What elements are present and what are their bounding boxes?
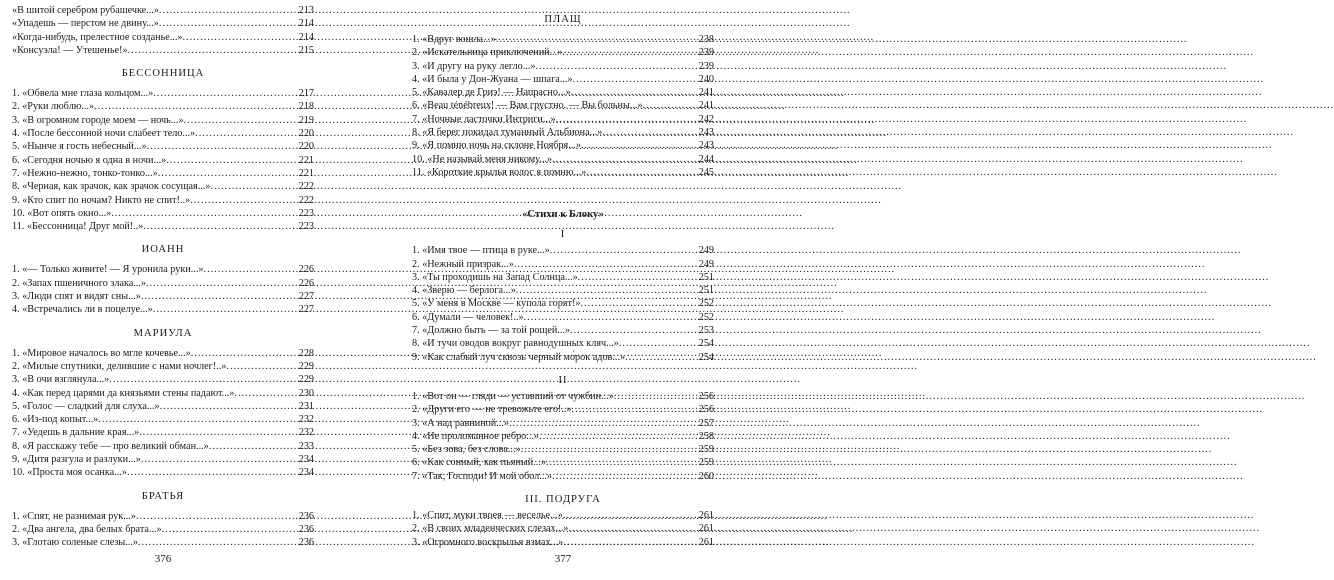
entry-title: 10. «Проста моя осанка...» [12, 467, 127, 479]
entry-title: 4. «Зверю — берлога...» [412, 285, 516, 297]
entry-page: 232 [298, 427, 314, 439]
entry-page: 245 [698, 166, 714, 178]
toc-entry [12, 303, 314, 316]
toc-list-blok-ii [412, 390, 714, 483]
leader-dots [509, 417, 698, 430]
entry-page: 240 [698, 73, 714, 85]
entry-page: 227 [298, 291, 314, 303]
leader-dots [162, 523, 298, 536]
leader-dots [539, 430, 698, 443]
entry-title: 8. «Черная, как зрачок, как зрачок сосущая...» [12, 181, 211, 193]
toc-entry [412, 403, 714, 416]
entry-page: 227 [298, 304, 314, 316]
toc-entry [412, 46, 714, 59]
toc-entry [12, 154, 314, 167]
toc-entry [412, 337, 714, 350]
section-title-mariula: МАРИУЛА [133, 327, 193, 339]
entry-title: 2. «Други его — не тревожьте его!..» [412, 404, 572, 416]
entry-page: 214 [298, 31, 314, 43]
entry-page: 253 [698, 325, 714, 337]
toc-entry [412, 417, 714, 430]
entry-page: 241 [698, 87, 714, 99]
leader-dots [521, 443, 698, 456]
leader-dots [190, 194, 298, 207]
entry-title: 1. «Вдруг вошла...» [412, 34, 496, 45]
entry-title: 9. «Дитя разгула и разлуки...» [12, 454, 141, 466]
entry-title: 3. «Люди спят и видят сны...» [12, 291, 141, 303]
toc-entry [412, 284, 714, 297]
section-title-plashch: ПЛАЩ [544, 14, 582, 25]
toc-entry [12, 536, 314, 549]
entry-page: 249 [698, 245, 714, 257]
entry-title: 3. «Ты проходишь на Запад Солнца...» [412, 271, 578, 283]
leader-dots [159, 4, 298, 17]
toc-entry [12, 4, 314, 17]
section-title-ioann: ИОАНН [141, 244, 185, 256]
toc-entry [12, 127, 314, 140]
toc-list-mariula [12, 347, 314, 480]
leader-dots [556, 113, 698, 126]
entry-title: 1. «Спит, муки твоея — веселье...» [412, 510, 563, 522]
toc-entry [412, 456, 714, 469]
toc-entry [12, 426, 314, 439]
entry-page: 238 [698, 34, 714, 45]
toc-entry [12, 44, 314, 57]
entry-title: 7. «Должно быть — за той рощей...» [412, 325, 571, 337]
toc-entry [412, 271, 714, 284]
entry-title: 7. «Уедешь в дальние края...» [12, 427, 140, 439]
toc-entry [412, 390, 714, 403]
entry-page: 228 [298, 347, 314, 359]
leader-dots [182, 31, 297, 44]
section-title-bessonnitsa: БЕССОННИЦА [121, 68, 205, 80]
part-title-i: I [560, 229, 566, 241]
entry-page: 220 [298, 128, 314, 140]
entry-title: 11. «Короткие крылья волос я помню...» [412, 166, 587, 178]
toc-list-untitled [12, 4, 314, 57]
entry-page: 219 [298, 114, 314, 126]
toc-entry [412, 324, 714, 337]
toc-entry [12, 440, 314, 453]
toc-list-bratya [12, 510, 314, 550]
toc-entry [12, 453, 314, 466]
leader-dots [128, 44, 298, 57]
leader-dots [143, 220, 297, 233]
entry-page: 236 [298, 523, 314, 535]
leader-dots [571, 86, 698, 99]
entry-page: 221 [298, 167, 314, 179]
entry-title: 2. «Два ангела, два белых брата...» [12, 523, 162, 535]
leader-dots [546, 456, 698, 469]
entry-page: 243 [698, 127, 714, 139]
leader-dots [195, 127, 298, 140]
leader-dots [516, 284, 698, 297]
entry-title: 1. «Имя твое — птица в руке...» [412, 245, 550, 257]
page-number-left: 376 [154, 553, 172, 565]
leader-dots [153, 87, 297, 100]
toc-entry [412, 297, 714, 310]
toc-entry [12, 207, 314, 220]
toc-entry [12, 31, 314, 44]
leader-dots [209, 440, 298, 453]
entry-page: 226 [298, 277, 314, 289]
entry-title: 8. «Я расскажу тебе — про великий обман...» [12, 440, 209, 452]
entry-title: 5. «Без зова, без слова...» [412, 444, 521, 456]
entry-page: 223 [298, 221, 314, 233]
toc-entry [412, 244, 714, 257]
leader-dots [127, 466, 298, 479]
page-number-right: 377 [554, 553, 572, 565]
left-page [12, 0, 314, 550]
entry-title: 10. «Не называй меня никому...» [412, 153, 552, 165]
leader-dots [136, 510, 298, 523]
entry-title: 6. «Beau ténébreux! — Вам грустно. — Вы больны...» [412, 100, 643, 112]
entry-title: 6. «Как сонный, как пьяный...» [412, 457, 546, 469]
entry-page: 223 [298, 207, 314, 219]
toc-entry [12, 87, 314, 100]
entry-title: 3. «И другу на руку легло...» [412, 60, 536, 72]
leader-dots [562, 46, 697, 59]
entry-title: 1. «Мировое началось во мгле кочевье...» [12, 347, 191, 359]
entry-page: 243 [698, 140, 714, 152]
leader-dots [563, 509, 698, 522]
entry-title: 7. «Нежно-нежно, тонко-тонко...» [12, 167, 158, 179]
entry-title: 1. «Спят, не разнимая рук...» [12, 510, 136, 522]
entry-title: 3. «В очи взглянула...» [12, 374, 110, 386]
entry-page: 251 [698, 285, 714, 297]
toc-entry [412, 430, 714, 443]
entry-page: 229 [298, 360, 314, 372]
toc-entry [412, 258, 714, 271]
entry-title: 5. «Нынче я гость небесный...» [12, 141, 147, 153]
entry-title: 4. «После бессонной ночи слабеет тело...» [12, 128, 196, 140]
entry-page: 252 [698, 311, 714, 323]
toc-entry [412, 470, 714, 483]
toc-list-plashch [412, 33, 714, 179]
leader-dots [111, 207, 297, 220]
entry-title: «Когда-нибудь, прелестное созданье...» [12, 31, 183, 43]
leader-dots [141, 453, 298, 466]
entry-page: 251 [698, 271, 714, 283]
leader-dots [572, 403, 698, 416]
part-title-iii: III. ПОДРУГА [525, 494, 601, 506]
toc-entry [412, 113, 714, 126]
leader-dots [535, 60, 697, 73]
entry-title: 3. «Огромного воскрылья взмах...» [412, 536, 564, 548]
toc-entry [412, 86, 714, 99]
toc-entry [412, 522, 714, 535]
toc-list-ioann [12, 263, 314, 316]
toc-entry [12, 360, 314, 373]
entry-title: 5. «Кавалер де Гриэ! — Напрасно...» [412, 87, 571, 99]
toc-entry [12, 167, 314, 180]
leader-dots [146, 277, 298, 290]
leader-dots [614, 390, 698, 403]
entry-page: 234 [298, 454, 314, 466]
toc-entry [412, 153, 714, 166]
entry-page: 252 [698, 298, 714, 310]
entry-page: 218 [298, 101, 314, 113]
toc-entry [412, 351, 714, 364]
entry-title: 9. «Как слабый луч сквозь черный мо́рок адов...» [412, 351, 626, 363]
entry-page: 230 [298, 387, 314, 399]
leader-dots [141, 290, 298, 303]
toc-entry [412, 33, 714, 46]
leader-dots [158, 167, 298, 180]
leader-dots [570, 324, 698, 337]
entry-page: 226 [298, 264, 314, 276]
entry-page: 257 [698, 417, 714, 429]
toc-entry [12, 373, 314, 386]
leader-dots [550, 244, 698, 257]
entry-page: 260 [698, 470, 714, 482]
toc-entry [412, 443, 714, 456]
part-title-ii: II [558, 374, 568, 386]
leader-dots [602, 126, 697, 139]
entry-title: 6. «Из-под копыт...» [12, 414, 99, 426]
entry-title: 9. «Кто спит по ночам? Никто не спит!..» [12, 194, 191, 206]
entry-title: 8. «И тучи оводов вокруг равнодушных кляч...» [412, 338, 619, 350]
leader-dots [552, 153, 698, 166]
entry-page: 261 [698, 536, 714, 548]
leader-dots [109, 373, 297, 386]
entry-title: «Упадешь — перстом не двину...» [12, 18, 159, 30]
leader-dots [226, 360, 297, 373]
toc-entry [12, 180, 314, 193]
entry-title: 3. «Глотаю соленые слезы...» [12, 537, 139, 549]
entry-page: 222 [298, 181, 314, 193]
toc-entry [12, 100, 314, 113]
toc-entry [12, 413, 314, 426]
leader-dots [191, 347, 298, 360]
toc-entry [412, 73, 714, 86]
section-title-stikhi-k-bloku: «Стихи к Блоку» [522, 209, 604, 221]
leader-dots [514, 258, 698, 271]
leader-dots [625, 351, 698, 364]
toc-entry [412, 139, 714, 152]
entry-title: 8. «Я берег покидал туманный Альбиона...» [412, 127, 603, 139]
entry-page: 242 [698, 113, 714, 125]
entry-page: 222 [298, 194, 314, 206]
entry-page: 213 [298, 5, 314, 16]
entry-page: 215 [298, 44, 314, 56]
entry-page: 232 [298, 414, 314, 426]
entry-page: 239 [698, 60, 714, 72]
entry-title: 1. «— Только живите! — Я уронила руки...» [12, 264, 204, 276]
entry-title: 3. «А над равниной...» [412, 417, 509, 429]
entry-title: 5. «У меня в Москве — купола горят!» [412, 298, 581, 310]
entry-title: 3. «В огромном городе моем — ночь...» [12, 114, 184, 126]
entry-page: 217 [298, 88, 314, 100]
toc-entry [412, 311, 714, 324]
leader-dots [578, 271, 698, 284]
entry-title: 10. «Вот опять окно...» [12, 207, 112, 219]
toc-entry [12, 290, 314, 303]
entry-page: 236 [298, 537, 314, 549]
entry-page: 214 [298, 18, 314, 30]
entry-title: 2. «В своих младенческих слезах...» [412, 523, 569, 535]
leader-dots [552, 470, 698, 483]
leader-dots [619, 337, 698, 350]
entry-page: 256 [698, 390, 714, 402]
entry-page: 229 [298, 374, 314, 386]
entry-title: 11. «Бессонница! Друг мой!..» [12, 221, 144, 233]
entry-title: 4. «Не проломанное ребро...» [412, 430, 540, 442]
entry-page: 254 [698, 338, 714, 350]
leader-dots [147, 140, 298, 153]
leader-dots [166, 154, 298, 167]
entry-title: 2. «Руки люблю...» [12, 101, 95, 113]
entry-title: 5. «Голос — сладкий для слуха...» [12, 400, 160, 412]
entry-page: 244 [698, 153, 714, 165]
entry-page: 254 [698, 351, 714, 363]
toc-entry [12, 387, 314, 400]
leader-dots [94, 100, 298, 113]
entry-page: 234 [298, 467, 314, 479]
leader-dots [138, 536, 298, 549]
toc-entry [12, 277, 314, 290]
leader-dots [184, 114, 298, 127]
entry-page: 241 [698, 100, 714, 112]
leader-dots [524, 311, 698, 324]
right-page [412, 0, 714, 549]
entry-title: «Консуэла! — Утешенье!» [12, 44, 128, 56]
entry-title: 1. «Вот он — гляди — уставший от чужбин...» [412, 390, 614, 402]
leader-dots [496, 33, 698, 46]
toc-entry [412, 166, 714, 179]
toc-list-bessonnitsa [12, 87, 314, 233]
entry-title: 9. «Я помню ночь на склоне Ноября...» [412, 140, 581, 152]
toc-entry [12, 510, 314, 523]
entry-page: 259 [698, 444, 714, 456]
leader-dots [568, 522, 697, 535]
entry-title: 2. «Искательница приключений...» [412, 47, 563, 59]
leader-dots [98, 413, 297, 426]
toc-entry [12, 523, 314, 536]
entry-page: 256 [698, 404, 714, 416]
toc-entry [12, 114, 314, 127]
entry-page: 249 [698, 258, 714, 270]
toc-entry [12, 263, 314, 276]
toc-entry [412, 60, 714, 73]
leader-dots [153, 303, 298, 316]
entry-title: 2. «Милые спутники, делившие с нами ночлег!..» [12, 360, 227, 372]
entry-title: 4. «Как перед царями да князьями стены падают...» [12, 387, 235, 399]
entry-page: 261 [698, 523, 714, 535]
leader-dots [139, 426, 297, 439]
entry-title: 2. «Нежный призрак...» [412, 258, 514, 270]
entry-page: 259 [698, 457, 714, 469]
leader-dots [563, 536, 697, 549]
entry-page: 261 [698, 510, 714, 522]
toc-entry [12, 140, 314, 153]
leader-dots [586, 166, 697, 179]
toc-entry [412, 126, 714, 139]
entry-title: 6. «Думали — человек!..» [412, 311, 524, 323]
entry-page: 231 [298, 400, 314, 412]
toc-entry [12, 194, 314, 207]
entry-page: 239 [698, 47, 714, 59]
toc-entry [412, 99, 714, 112]
leader-dots [573, 73, 698, 86]
toc-entry [412, 536, 714, 549]
entry-title: 7. «Так, Господи! И мой обол...» [412, 470, 553, 482]
entry-page: 258 [698, 430, 714, 442]
toc-entry [12, 347, 314, 360]
entry-title: 6. «Сегодня ночью я одна в ночи...» [12, 154, 167, 166]
entry-title: 4. «И была у Дон-Жуана — шпага...» [412, 73, 573, 85]
leader-dots [160, 400, 298, 413]
entry-page: 220 [298, 141, 314, 153]
toc-entry [412, 509, 714, 522]
toc-list-blok-i [412, 244, 714, 364]
entry-title: 2. «Запах пшеничного злака...» [12, 277, 147, 289]
leader-dots [210, 180, 297, 193]
entry-title: 1. «Обвела мне глаза кольцом...» [12, 88, 154, 100]
leader-dots [204, 263, 298, 276]
toc-entry [12, 17, 314, 30]
toc-entry [12, 466, 314, 479]
leader-dots [159, 17, 298, 30]
entry-title: 4. «Встречались ли в поцелуе...» [12, 304, 153, 316]
leader-dots [581, 139, 698, 152]
entry-page: 233 [298, 440, 314, 452]
toc-entry [12, 400, 314, 413]
entry-title: 7. «Ночные ласточки Интриги...» [412, 113, 556, 125]
leader-dots [580, 297, 697, 310]
leader-dots [234, 387, 297, 400]
entry-title: «В шитой серебром рубашечке...» [12, 5, 159, 16]
section-title-bratya: БРАТЬЯ [141, 490, 185, 502]
leader-dots [643, 99, 698, 112]
toc-list-blok-iii [412, 509, 714, 549]
toc-entry [12, 220, 314, 233]
entry-page: 236 [298, 510, 314, 522]
entry-page: 221 [298, 154, 314, 166]
